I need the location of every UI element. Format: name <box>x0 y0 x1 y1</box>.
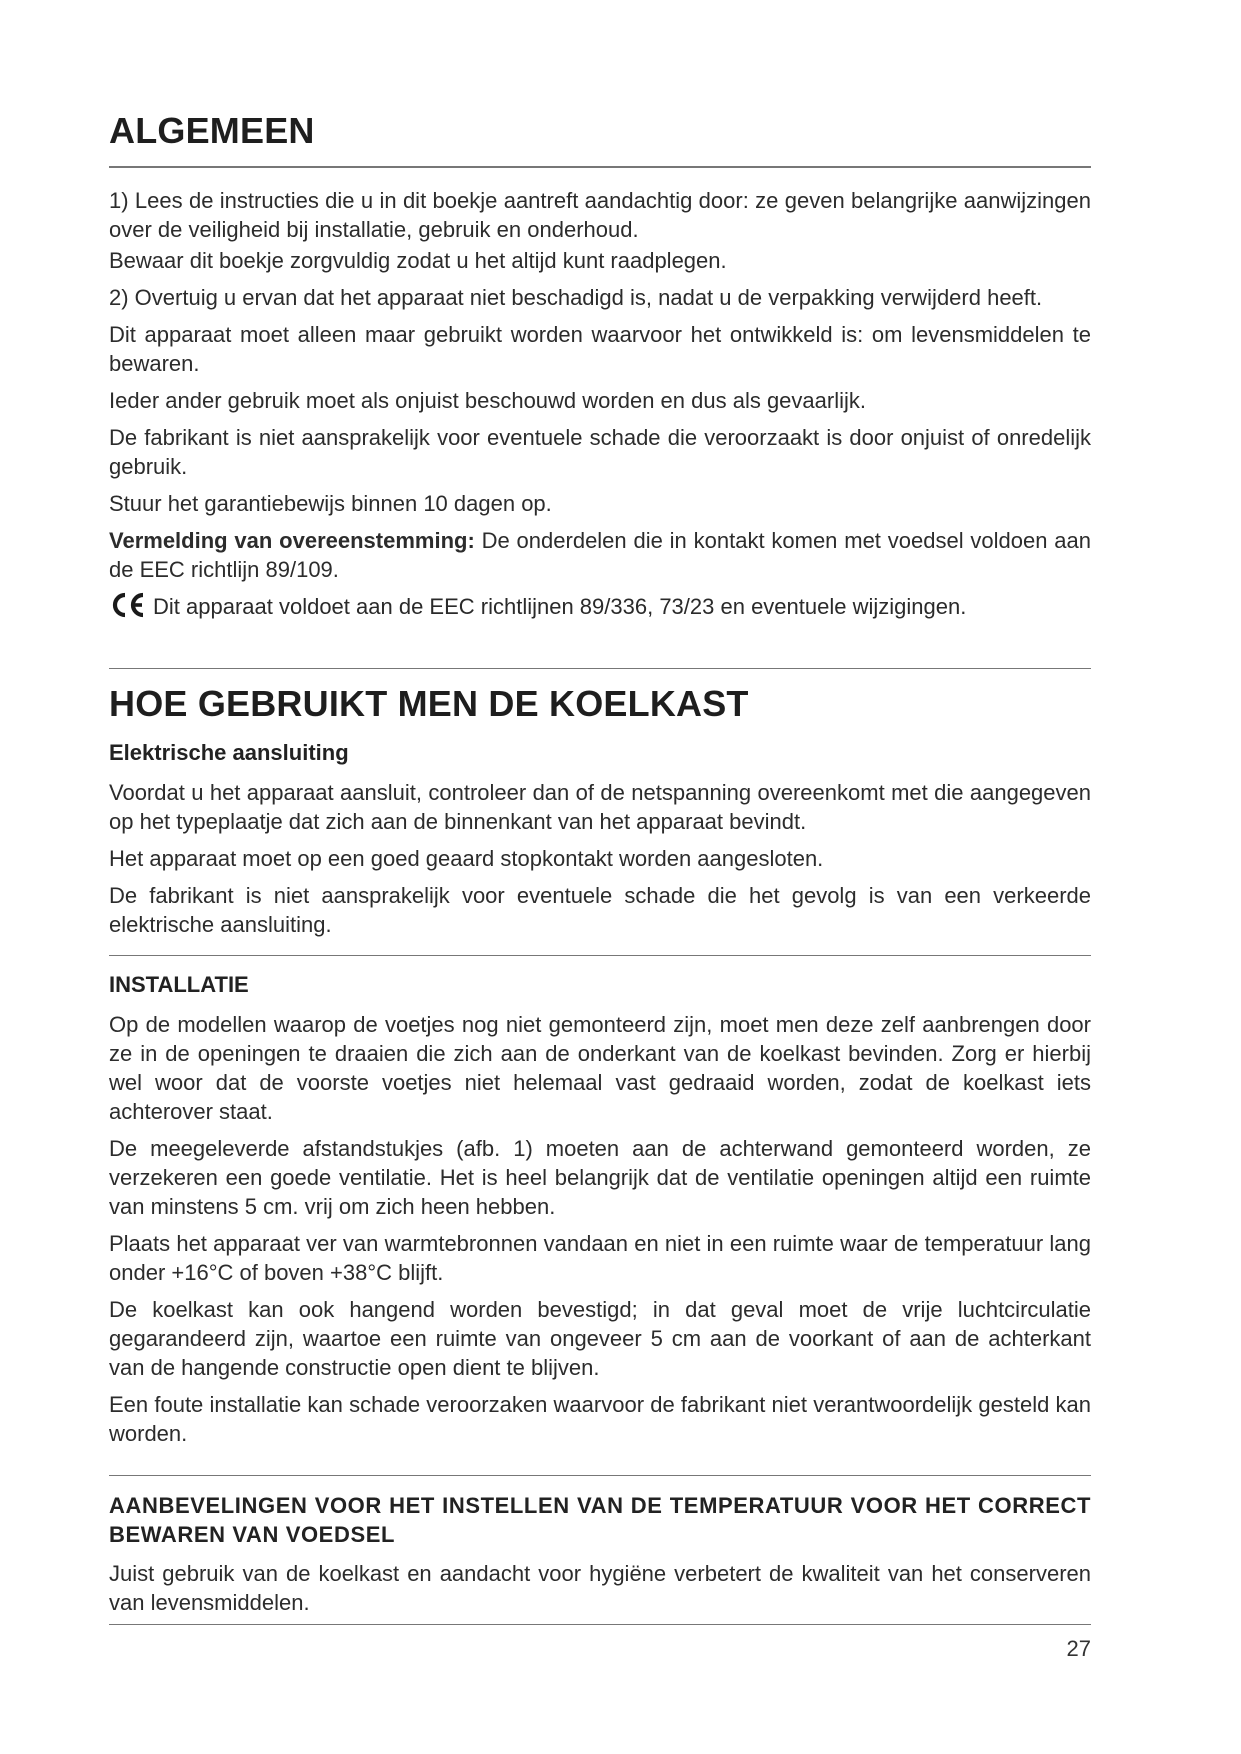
conformity-paragraph <box>109 526 1091 584</box>
paragraph: Voordat u het apparaat aansluit, controleer dan of de netspanning overeenkomt met die aangegeven op het typeplaatje dat zich aan de binnenkant van het apparaat bevindt. <box>109 780 1091 834</box>
conformity-text: De onderdelen die in kontakt komen met voedsel voldoen aan de EEC richtlijn 89/109. <box>109 528 1092 582</box>
algemeen-body <box>109 186 1091 625</box>
section-title-algemeen: ALGEMEEN <box>109 110 315 151</box>
subheading-recommendations: AANBEVELINGEN VOOR HET INSTELLEN VAN DE TEMPERATUUR VOOR HET CORRECT BEWAREN VAN VOEDSEL <box>109 1493 1091 1547</box>
section-divider <box>109 668 1091 669</box>
paragraph: Dit apparaat moet alleen maar gebruikt worden waarvoor het ontwikkeld is: om levensmiddelen te bewaren. <box>109 322 1091 376</box>
paragraph: De meegeleverde afstandstukjes (afb. 1) moeten aan de achterwand gemonteerd worden, ze verzekeren een goede ventilatie. Het is heel belangrijk dat de ventilatie openingen altijd een ruimte van minstens 5 cm. vrij om zich heen hebben. <box>109 1136 1091 1219</box>
installation-section <box>109 970 1091 1448</box>
title-underline <box>109 166 1091 168</box>
paragraph: De fabrikant is niet aansprakelijk voor eventuele schade die het gevolg is van een verkeerde elektrische aansluiting. <box>109 883 1091 937</box>
electric-section <box>109 738 1091 939</box>
footer-rule <box>109 1624 1091 1625</box>
paragraph: Een foute installatie kan schade veroorzaken waarvoor de fabrikant niet verantwoordelijk gesteld kan worden. <box>109 1392 1091 1446</box>
paragraph: Het apparaat moet op een goed geaard stopkontakt worden aangesloten. <box>109 846 824 871</box>
ce-statement <box>109 592 1091 625</box>
section-divider <box>109 1475 1091 1476</box>
paragraph: Plaats het apparaat ver van warmtebronnen vandaan en niet in een ruimte waar de temperatuur lang onder +16°C of boven +38°C blijft. <box>109 1231 1091 1285</box>
paragraph: 1) Lees de instructies die u in dit boekje aantreft aandachtig door: ze geven belangrijke aanwijzingen over de veiligheid bij installatie, gebruik en onderhoud. <box>109 188 1091 242</box>
page-number: 27 <box>1066 1636 1091 1661</box>
section-divider <box>109 955 1091 956</box>
paragraph: 2) Overtuig u ervan dat het apparaat niet beschadigd is, nadat u de verpakking verwijderd heeft. <box>109 285 1043 310</box>
section-title-koelkast: HOE GEBRUIKT MEN DE KOELKAST <box>109 683 749 724</box>
recommendations-section <box>109 1491 1091 1617</box>
paragraph: Stuur het garantiebewijs binnen 10 dagen op. <box>109 491 552 516</box>
subheading-installation: INSTALLATIE <box>109 972 249 997</box>
subheading-electric: Elektrische aansluiting <box>109 740 349 765</box>
paragraph: De fabrikant is niet aansprakelijk voor eventuele schade die veroorzaakt is door onjuist of onredelijk gebruik. <box>109 425 1091 479</box>
paragraph: Ieder ander gebruik moet als onjuist beschouwd worden en dus als gevaarlijk. <box>109 388 866 413</box>
paragraph: Op de modellen waarop de voetjes nog niet gemonteerd zijn, moet men deze zelf aanbrengen door ze in de openingen te draaien die zich aan de onderkant van de koelkast bevinden. Zorg er hierbij wel woor dat de voorste voetjes niet helemaal vast gedraaid worden, zodat de koelkast iets achterover staat. <box>109 1012 1091 1124</box>
ce-mark-icon <box>109 592 147 625</box>
conformity-label: Vermelding van overeenstemming: <box>109 528 475 553</box>
ce-text: Dit apparaat voldoet aan de EEC richtlijnen 89/336, 73/23 en eventuele wijzigingen. <box>153 594 967 619</box>
paragraph: Juist gebruik van de koelkast en aandacht voor hygiëne verbetert de kwaliteit van het conserveren van levensmiddelen. <box>109 1561 1091 1615</box>
paragraph: Bewaar dit boekje zorgvuldig zodat u het altijd kunt raadplegen. <box>109 248 727 273</box>
paragraph: De koelkast kan ook hangend worden bevestigd; in dat geval moet de vrije luchtcirculatie gegarandeerd zijn, waartoe een ruimte van ongeveer 5 cm aan de voorkant of aan de achterkant van de hangende constructie open dient te blijven. <box>109 1297 1091 1380</box>
